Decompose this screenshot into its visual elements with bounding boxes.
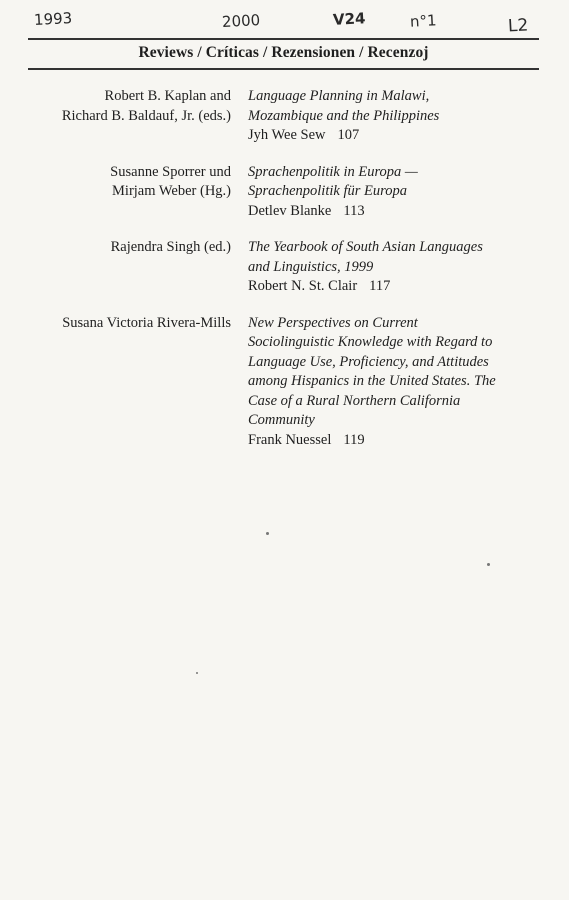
handwritten-mark-code: L2 xyxy=(507,15,529,37)
header-rule-top xyxy=(28,38,539,40)
book-title-line: New Perspectives on Current xyxy=(248,314,418,331)
book-title-line: and Linguistics, 1999 xyxy=(248,258,374,275)
review-entry xyxy=(0,163,569,222)
page-number: 119 xyxy=(343,431,365,448)
review-work xyxy=(248,163,538,222)
review-entry xyxy=(0,87,569,146)
review-entry xyxy=(0,314,569,451)
review-work xyxy=(248,87,538,146)
author-line: Susanne Sporrer und xyxy=(110,163,231,180)
book-title-line: Sprachenpolitik in Europa — xyxy=(248,163,418,180)
author-line: Richard B. Baldauf, Jr. (eds.) xyxy=(61,107,231,124)
page-number: 113 xyxy=(343,202,365,219)
reviewer-line xyxy=(248,126,538,146)
handwritten-mark-year-2: 2000 xyxy=(221,11,261,31)
page-number: 107 xyxy=(337,127,360,143)
handwritten-mark-year: 1993 xyxy=(33,9,73,29)
header-rule-bottom xyxy=(28,68,539,70)
author-line: Susana Victoria Rivera-Mills xyxy=(62,314,231,331)
book-title-line: Sprachenpolitik für Europa xyxy=(248,183,407,199)
author-line: Mirjam Weber (Hg.) xyxy=(112,183,231,199)
paper-speck xyxy=(487,563,490,566)
review-authors xyxy=(0,163,248,222)
handwritten-mark-number: n°1 xyxy=(409,11,438,31)
review-authors xyxy=(0,87,248,146)
review-work xyxy=(248,238,538,297)
book-title-line: The Yearbook of South Asian Languages xyxy=(248,239,483,255)
handwritten-mark-volume: V24 xyxy=(332,9,366,29)
review-list xyxy=(0,87,569,467)
review-authors xyxy=(0,238,248,297)
review-work xyxy=(248,314,538,451)
section-heading: Reviews / Críticas / Rezensionen / Recenzoj xyxy=(138,44,429,61)
book-title-line: Sociolinguistic Knowledge with Regard to xyxy=(248,334,493,350)
book-title-line: among Hispanics in the United States. The xyxy=(248,373,496,389)
reviewer-name: Jyh Wee Sew xyxy=(248,127,326,143)
author-line: Robert B. Kaplan and xyxy=(104,88,231,104)
reviewer-line xyxy=(248,202,538,222)
book-title-line: Mozambique and the Philippines xyxy=(248,107,440,124)
book-title-line: Language Planning in Malawi, xyxy=(248,88,430,104)
reviewer-line xyxy=(248,277,538,297)
review-authors xyxy=(0,314,248,451)
reviewer-name: Robert N. St. Clair xyxy=(248,278,358,294)
review-entry xyxy=(0,238,569,297)
paper-speck xyxy=(266,532,269,535)
paper-speck xyxy=(196,672,198,674)
page-number: 117 xyxy=(369,278,391,294)
handwritten-annotations xyxy=(0,6,569,40)
reviewer-name: Detlev Blanke xyxy=(248,202,332,219)
author-line: Rajendra Singh (ed.) xyxy=(110,239,231,255)
reviewer-line xyxy=(248,431,538,451)
reviewer-name: Frank Nuessel xyxy=(248,431,332,448)
book-title-line: Case of a Rural Northern California xyxy=(248,392,461,409)
book-title-line: Language Use, Proficiency, and Attitudes xyxy=(248,353,489,370)
book-title-line: Community xyxy=(248,412,315,428)
